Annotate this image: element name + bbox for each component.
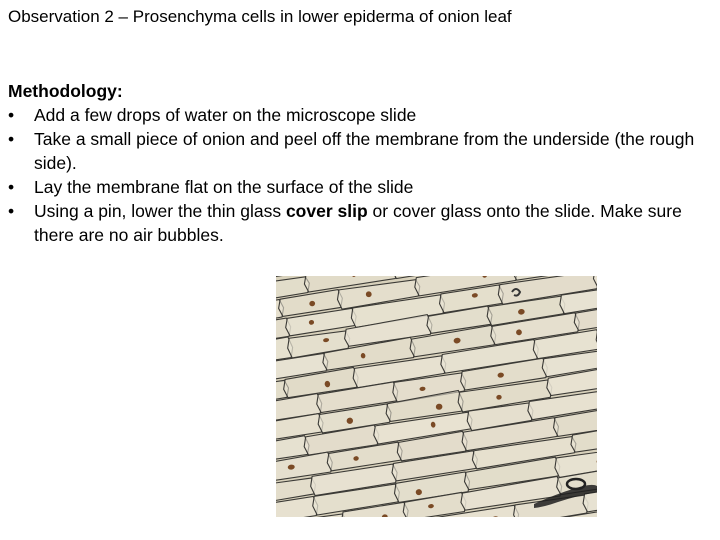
- methodology-heading: Methodology:: [8, 81, 123, 101]
- methodology-section: [8, 79, 708, 247]
- bullet-icon: •: [8, 177, 15, 197]
- step-text: Add a few drops of water on the microscope slide: [34, 105, 417, 125]
- page-title: Observation 2 – Prosenchyma cells in lower epiderma of onion leaf: [8, 7, 512, 26]
- bullet-icon: •: [8, 129, 15, 149]
- step-item: [8, 127, 708, 175]
- step-text-before: Using a pin, lower the thin glass: [34, 201, 286, 221]
- step-item: [8, 175, 708, 199]
- micrograph-image: [276, 276, 597, 517]
- step-item: [8, 199, 708, 247]
- step-item: [8, 103, 708, 127]
- step-text-after: or cover glass onto the slide. Make sure there are no air bubbles.: [34, 201, 682, 245]
- step-text-bold: cover slip: [285, 201, 368, 221]
- onion-cells-micrograph: [276, 276, 597, 517]
- cell-layer: [276, 276, 597, 517]
- bullet-icon: •: [8, 201, 15, 221]
- bullet-icon: •: [8, 105, 15, 125]
- step-text: Lay the membrane flat on the surface of the slide: [34, 177, 414, 197]
- step-text: Take a small piece of onion and peel off the membrane from the underside (the rough side).: [34, 129, 695, 173]
